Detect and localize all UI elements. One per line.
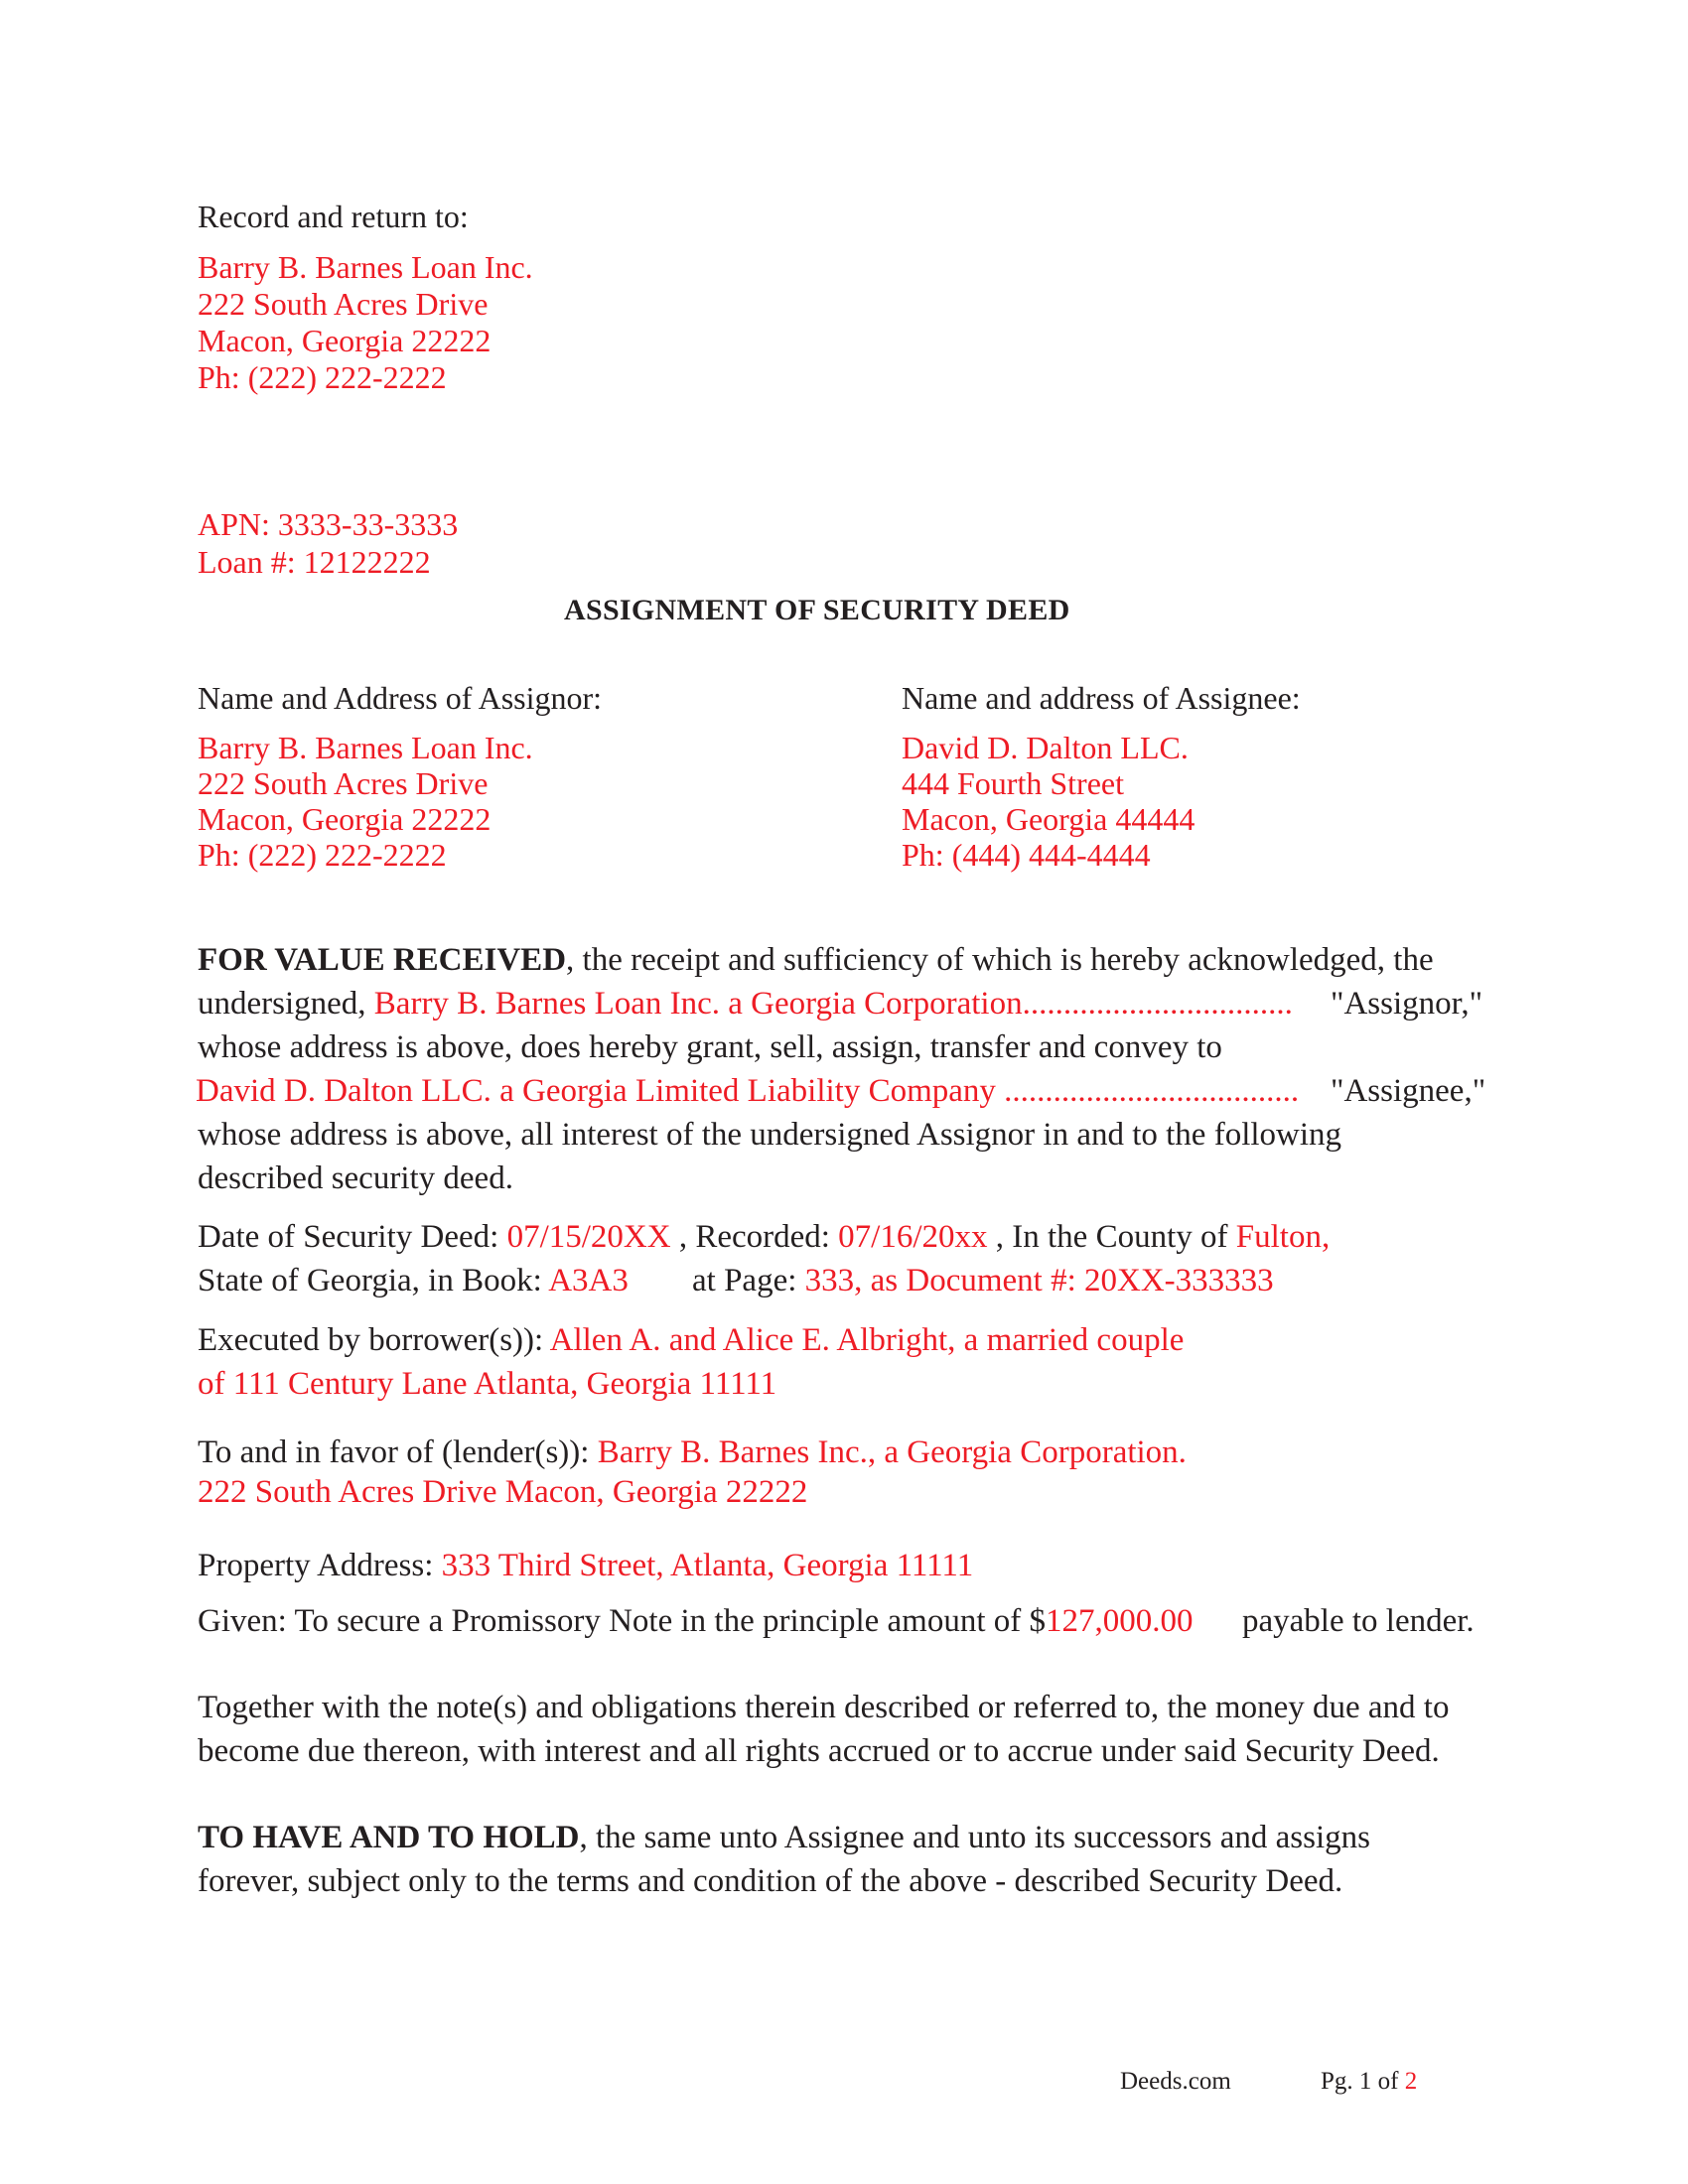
- assignor-line: 222 South Acres Drive: [198, 765, 489, 801]
- assignor-line: Macon, Georgia 22222: [198, 801, 492, 837]
- county-value: Fulton,: [1235, 1219, 1331, 1255]
- apn-line: [198, 506, 458, 543]
- assignor-entity-line: [198, 982, 1293, 1025]
- page-label: at Page:: [692, 1263, 797, 1298]
- interest-line: whose address is above, all interest of the undersigned Assignor in and to the following: [198, 1117, 1342, 1153]
- document-title: ASSIGNMENT OF SECURITY DEED: [564, 594, 1070, 626]
- property-label: Property Address:: [198, 1548, 434, 1583]
- lender-line: [198, 1431, 1187, 1474]
- book-value: A3A3: [548, 1263, 629, 1298]
- record-return-line: Macon, Georgia 22222: [198, 323, 492, 358]
- to-have-bold: TO HAVE AND TO HOLD: [198, 1820, 580, 1855]
- page-doc-value: 333, as Document #: 20XX-333333: [804, 1263, 1274, 1298]
- loan-label: Loan #:: [198, 544, 296, 580]
- undersigned-text: undersigned,: [198, 986, 366, 1022]
- deed-date-value: 07/15/20XX: [506, 1219, 671, 1255]
- to-have-rest: , the same unto Assignee and unto its successors and assigns: [579, 1820, 1370, 1855]
- together-line: Together with the note(s) and obligations therein described or referred to, the money due and to: [198, 1690, 1450, 1725]
- assignor-heading: Name and Address of Assignor:: [198, 680, 603, 716]
- state-book-label: State of Georgia, in Book:: [198, 1263, 542, 1298]
- described-line: described security deed.: [198, 1160, 513, 1196]
- footer-page-prefix: Pg. 1 of: [1321, 2068, 1399, 2095]
- assignee-entity-line: [196, 1069, 1299, 1113]
- deed-page-line: [692, 1259, 1274, 1302]
- apn-value: 3333-33-3333: [277, 506, 459, 542]
- grant-line: whose address is above, does hereby grant, sell, assign, transfer and convey to: [198, 1029, 1222, 1065]
- fvr-rest: , the receipt and sufficiency of which is hereby acknowledged, the: [566, 942, 1434, 978]
- given-line: [198, 1599, 1194, 1643]
- given-label: Given: To secure a Promissory Note in the principle amount of $: [198, 1603, 1046, 1639]
- to-have-line-2: forever, subject only to the terms and condition of the above - described Security Deed.: [198, 1863, 1343, 1899]
- assignor-line: Barry B. Barnes Loan Inc.: [198, 730, 533, 765]
- assignor-entity: Barry B. Barnes Loan Inc. a Georgia Corporation: [373, 986, 1023, 1022]
- fvr-bold: FOR VALUE RECEIVED: [198, 942, 567, 978]
- assignor-dots: .................................: [1022, 986, 1293, 1022]
- assignee-line: David D. Dalton LLC.: [902, 730, 1189, 765]
- borrower-line: [198, 1318, 1184, 1362]
- assignor-line: Ph: (222) 222-2222: [198, 837, 447, 873]
- assignee-line: Macon, Georgia 44444: [902, 801, 1196, 837]
- deed-date-line: [198, 1215, 1330, 1259]
- borrower-value: Allen A. and Alice E. Albright, a married couple: [549, 1322, 1185, 1358]
- record-return-line: 222 South Acres Drive: [198, 286, 489, 322]
- record-return-line: Ph: (222) 222-2222: [198, 359, 447, 395]
- deed-date-label: Date of Security Deed:: [198, 1219, 499, 1255]
- assignee-entity: David D. Dalton LLC. a Georgia Limited Liability Company: [196, 1073, 996, 1109]
- footer-page-total: 2: [1404, 2068, 1418, 2095]
- given-rest: payable to lender.: [1242, 1603, 1475, 1639]
- county-label: , In the County of: [995, 1219, 1228, 1255]
- borrower-address: of 111 Century Lane Atlanta, Georgia 11111: [198, 1366, 777, 1402]
- lender-value: Barry B. Barnes Inc., a Georgia Corporation.: [597, 1434, 1187, 1470]
- assignor-tag: "Assignor,": [1331, 986, 1483, 1022]
- assignee-tag: "Assignee,": [1331, 1073, 1486, 1109]
- apn-label: APN:: [198, 506, 270, 542]
- recorded-value: 07/16/20xx: [838, 1219, 988, 1255]
- fvr-line: [198, 938, 1434, 982]
- footer-page-number: [1321, 2068, 1417, 2096]
- together-line: become due thereon, with interest and all rights accrued or to accrue under said Security Deed.: [198, 1733, 1440, 1769]
- lender-address: 222 South Acres Drive Macon, Georgia 22222: [198, 1474, 808, 1510]
- property-line: [198, 1544, 973, 1587]
- loan-line: [198, 544, 431, 581]
- record-return-line: Barry B. Barnes Loan Inc.: [198, 249, 533, 285]
- given-amount: 127,000.00: [1046, 1603, 1194, 1639]
- assignee-dots: ....................................: [1004, 1073, 1300, 1109]
- deed-book-line: [198, 1259, 629, 1302]
- record-return-heading: Record and return to:: [198, 199, 469, 234]
- recorded-label: , Recorded:: [678, 1219, 830, 1255]
- assignee-line: Ph: (444) 444-4444: [902, 837, 1151, 873]
- borrower-label: Executed by borrower(s)):: [198, 1322, 544, 1358]
- footer-site: Deeds.com: [1120, 2068, 1231, 2095]
- to-have-line: [198, 1816, 1370, 1859]
- property-value: 333 Third Street, Atlanta, Georgia 11111: [441, 1548, 974, 1583]
- loan-value: 12122222: [303, 544, 431, 580]
- lender-label: To and in favor of (lender(s)):: [198, 1434, 590, 1470]
- assignee-line: 444 Fourth Street: [902, 765, 1124, 801]
- assignee-heading: Name and address of Assignee:: [902, 680, 1301, 716]
